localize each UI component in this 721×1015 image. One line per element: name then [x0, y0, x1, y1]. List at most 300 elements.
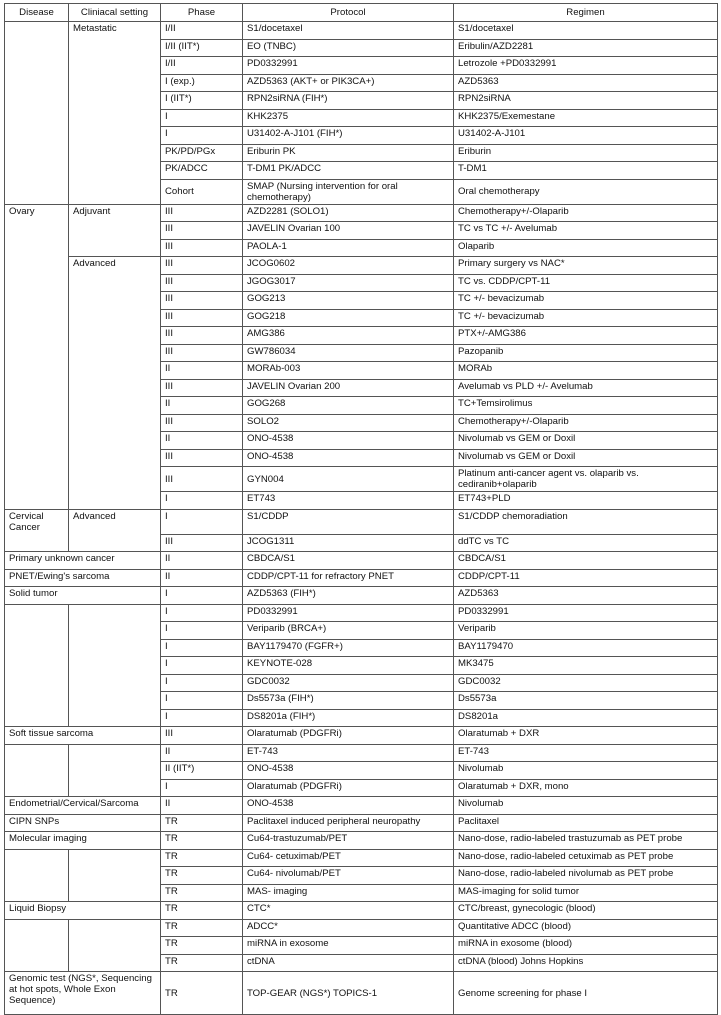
cell-phase: I — [161, 622, 243, 640]
cell-regimen: S1/docetaxel — [454, 22, 718, 40]
cell-phase: III — [161, 239, 243, 257]
table-row — [5, 467, 718, 492]
cell-clinical-setting — [69, 639, 161, 657]
table-row — [5, 362, 718, 380]
cell-disease — [5, 674, 69, 692]
cell-clinical-setting — [69, 109, 161, 127]
cell-phase: I — [161, 639, 243, 657]
cell-disease — [5, 39, 69, 57]
table-row — [5, 204, 718, 222]
cell-clinical-setting — [69, 344, 161, 362]
table-row — [5, 709, 718, 727]
cell-clinical-setting — [69, 779, 161, 797]
table-body — [5, 22, 718, 1015]
table-row — [5, 397, 718, 415]
cell-disease: Solid tumor — [5, 587, 161, 605]
cell-phase: III — [161, 204, 243, 222]
cell-protocol: JCOG1311 — [243, 534, 454, 552]
cell-protocol: JGOG3017 — [243, 274, 454, 292]
cell-regimen: Nano-dose, radio-labeled nivolumab as PET probe — [454, 867, 718, 885]
cell-phase: TR — [161, 972, 243, 1015]
cell-regimen: Pazopanib — [454, 344, 718, 362]
cell-clinical-setting — [69, 397, 161, 415]
cell-protocol: GYN004 — [243, 467, 454, 492]
table-row — [5, 814, 718, 832]
cell-protocol: Veriparib (BRCA+) — [243, 622, 454, 640]
cell-disease — [5, 257, 69, 275]
cell-phase: III — [161, 379, 243, 397]
cell-disease — [5, 239, 69, 257]
cell-regimen: RPN2siRNA — [454, 92, 718, 110]
cell-regimen: CTC/breast, gynecologic (blood) — [454, 902, 718, 920]
cell-clinical-setting — [69, 467, 161, 492]
cell-protocol: CDDP/CPT-11 for refractory PNET — [243, 569, 454, 587]
cell-protocol: ADCC* — [243, 919, 454, 937]
table-row — [5, 867, 718, 885]
table-row — [5, 692, 718, 710]
cell-clinical-setting — [69, 692, 161, 710]
cell-protocol: AZD5363 (FIH*) — [243, 587, 454, 605]
cell-disease: Endometrial/Cervical/Sarcoma — [5, 797, 161, 815]
cell-phase: TR — [161, 884, 243, 902]
cell-protocol: GOG218 — [243, 309, 454, 327]
cell-disease — [5, 162, 69, 180]
table-row — [5, 379, 718, 397]
cell-phase: I/II — [161, 57, 243, 75]
table-row — [5, 674, 718, 692]
cell-disease — [5, 937, 69, 955]
cell-phase: I — [161, 779, 243, 797]
cell-regimen: PD0332991 — [454, 604, 718, 622]
cell-protocol: AZD5363 (AKT+ or PIK3CA+) — [243, 74, 454, 92]
cell-phase: III — [161, 257, 243, 275]
table-row — [5, 762, 718, 780]
cell-phase: II — [161, 744, 243, 762]
cell-phase: I — [161, 509, 243, 534]
cell-regimen: Oral chemotherapy — [454, 179, 718, 204]
cell-regimen: TC+Temsirolimus — [454, 397, 718, 415]
cell-phase: TR — [161, 937, 243, 955]
cell-disease — [5, 467, 69, 492]
cell-regimen: Eriburin — [454, 144, 718, 162]
table-row — [5, 534, 718, 552]
cell-phase: III — [161, 727, 243, 745]
cell-regimen: Platinum anti-cancer agent vs. olaparib vs. cediranib+olaparib — [454, 467, 718, 492]
cell-disease — [5, 762, 69, 780]
cell-phase: II — [161, 362, 243, 380]
cell-disease: Primary unknown cancer — [5, 552, 161, 570]
cell-regimen: Olaratumab + DXR — [454, 727, 718, 745]
table-row — [5, 972, 718, 1015]
table-row — [5, 937, 718, 955]
clinical-trials-table — [4, 3, 718, 1015]
cell-protocol: miRNA in exosome — [243, 937, 454, 955]
cell-regimen: TC vs TC +/- Avelumab — [454, 222, 718, 240]
cell-disease — [5, 57, 69, 75]
table-row — [5, 604, 718, 622]
cell-protocol: ONO-4538 — [243, 432, 454, 450]
table-row — [5, 162, 718, 180]
cell-protocol: Cu64- nivolumab/PET — [243, 867, 454, 885]
cell-clinical-setting — [69, 292, 161, 310]
cell-regimen: ET743+PLD — [454, 492, 718, 510]
cell-clinical-setting — [69, 849, 161, 867]
cell-disease: Liquid Biopsy — [5, 902, 161, 920]
cell-phase: II (IIT*) — [161, 762, 243, 780]
cell-clinical-setting — [69, 179, 161, 204]
cell-disease — [5, 709, 69, 727]
table-row — [5, 884, 718, 902]
cell-disease — [5, 954, 69, 972]
cell-disease: PNET/Ewing's sarcoma — [5, 569, 161, 587]
cell-protocol: GOG268 — [243, 397, 454, 415]
cell-disease — [5, 109, 69, 127]
cell-clinical-setting: Adjuvant — [69, 204, 161, 222]
table-row — [5, 57, 718, 75]
cell-clinical-setting: Metastatic — [69, 22, 161, 40]
cell-clinical-setting — [69, 309, 161, 327]
table-row — [5, 327, 718, 345]
cell-phase: TR — [161, 814, 243, 832]
cell-protocol: Olaratumab (PDGFRi) — [243, 779, 454, 797]
cell-protocol: SMAP (Nursing intervention for oral chemotherapy) — [243, 179, 454, 204]
cell-clinical-setting — [69, 954, 161, 972]
cell-regimen: Chemotherapy+/-Olaparib — [454, 414, 718, 432]
cell-regimen: PTX+/-AMG386 — [454, 327, 718, 345]
cell-regimen: Paclitaxel — [454, 814, 718, 832]
cell-phase: I — [161, 657, 243, 675]
cell-phase: II — [161, 569, 243, 587]
cell-clinical-setting — [69, 57, 161, 75]
cell-phase: TR — [161, 849, 243, 867]
cell-phase: I (exp.) — [161, 74, 243, 92]
cell-phase: Cohort — [161, 179, 243, 204]
cell-disease: Cervical Cancer — [5, 509, 69, 534]
cell-phase: I — [161, 604, 243, 622]
cell-protocol: SOLO2 — [243, 414, 454, 432]
table-row — [5, 222, 718, 240]
cell-disease — [5, 534, 69, 552]
table-row — [5, 292, 718, 310]
cell-protocol: GOG213 — [243, 292, 454, 310]
cell-disease — [5, 432, 69, 450]
cell-clinical-setting — [69, 709, 161, 727]
table-row — [5, 849, 718, 867]
cell-protocol: MORAb-003 — [243, 362, 454, 380]
cell-protocol: U31402-A-J101 (FIH*) — [243, 127, 454, 145]
cell-protocol: ET-743 — [243, 744, 454, 762]
cell-regimen: T-DM1 — [454, 162, 718, 180]
cell-phase: I (IIT*) — [161, 92, 243, 110]
table-row — [5, 552, 718, 570]
cell-protocol: MAS- imaging — [243, 884, 454, 902]
cell-phase: I — [161, 709, 243, 727]
cell-clinical-setting — [69, 884, 161, 902]
cell-disease — [5, 692, 69, 710]
cell-protocol: PAOLA-1 — [243, 239, 454, 257]
cell-clinical-setting — [69, 674, 161, 692]
table-row — [5, 74, 718, 92]
cell-phase: III — [161, 344, 243, 362]
header-phase: Phase — [161, 4, 243, 22]
cell-phase: II — [161, 432, 243, 450]
cell-regimen: Quantitative ADCC (blood) — [454, 919, 718, 937]
cell-regimen: Olaparib — [454, 239, 718, 257]
cell-regimen: TC vs. CDDP/CPT-11 — [454, 274, 718, 292]
cell-clinical-setting — [69, 222, 161, 240]
cell-phase: I/II — [161, 22, 243, 40]
cell-protocol: JAVELIN Ovarian 200 — [243, 379, 454, 397]
cell-phase: III — [161, 292, 243, 310]
cell-protocol: S1/CDDP — [243, 509, 454, 534]
header-clinical-setting: Cliniacal setting — [69, 4, 161, 22]
table-row — [5, 179, 718, 204]
cell-disease — [5, 604, 69, 622]
cell-phase: I/II (IIT*) — [161, 39, 243, 57]
cell-clinical-setting — [69, 534, 161, 552]
cell-clinical-setting — [69, 622, 161, 640]
cell-disease — [5, 867, 69, 885]
cell-phase: I — [161, 674, 243, 692]
table-row — [5, 902, 718, 920]
cell-regimen: Eribulin/AZD2281 — [454, 39, 718, 57]
cell-regimen: DS8201a — [454, 709, 718, 727]
cell-clinical-setting — [69, 92, 161, 110]
cell-regimen: ddTC vs TC — [454, 534, 718, 552]
cell-disease — [5, 92, 69, 110]
cell-regimen: GDC0032 — [454, 674, 718, 692]
cell-regimen: Olaratumab + DXR, mono — [454, 779, 718, 797]
cell-phase: TR — [161, 954, 243, 972]
cell-clinical-setting — [69, 604, 161, 622]
cell-protocol: ctDNA — [243, 954, 454, 972]
cell-regimen: Nivolumab vs GEM or Doxil — [454, 432, 718, 450]
cell-regimen: Nano-dose, radio-labeled cetuximab as PET probe — [454, 849, 718, 867]
cell-clinical-setting — [69, 867, 161, 885]
table-row — [5, 639, 718, 657]
cell-protocol: Olaratumab (PDGFRi) — [243, 727, 454, 745]
table-row — [5, 39, 718, 57]
cell-regimen: TC +/- bevacizumab — [454, 309, 718, 327]
cell-protocol: BAY1179470 (FGFR+) — [243, 639, 454, 657]
cell-disease — [5, 74, 69, 92]
cell-regimen: KHK2375/Exemestane — [454, 109, 718, 127]
cell-regimen: Nivolumab — [454, 797, 718, 815]
cell-phase: III — [161, 274, 243, 292]
cell-disease — [5, 849, 69, 867]
cell-disease — [5, 657, 69, 675]
cell-disease: Molecular imaging — [5, 832, 161, 850]
cell-disease — [5, 639, 69, 657]
cell-protocol: PD0332991 — [243, 57, 454, 75]
table-row — [5, 509, 718, 534]
cell-disease — [5, 622, 69, 640]
cell-clinical-setting — [69, 144, 161, 162]
cell-disease — [5, 449, 69, 467]
cell-protocol: AMG386 — [243, 327, 454, 345]
cell-protocol: KEYNOTE-028 — [243, 657, 454, 675]
header-protocol: Protocol — [243, 4, 454, 22]
cell-regimen: TC +/- bevacizumab — [454, 292, 718, 310]
cell-protocol: JCOG0602 — [243, 257, 454, 275]
cell-disease: Soft tissue sarcoma — [5, 727, 161, 745]
cell-regimen: Primary surgery vs NAC* — [454, 257, 718, 275]
cell-disease — [5, 22, 69, 40]
table-row — [5, 432, 718, 450]
cell-phase: PK/ADCC — [161, 162, 243, 180]
cell-phase: III — [161, 222, 243, 240]
table-row — [5, 414, 718, 432]
cell-protocol: ONO-4538 — [243, 449, 454, 467]
cell-phase: III — [161, 309, 243, 327]
cell-protocol: CBDCA/S1 — [243, 552, 454, 570]
table-row — [5, 109, 718, 127]
cell-regimen: Nivolumab vs GEM or Doxil — [454, 449, 718, 467]
table-row — [5, 344, 718, 362]
cell-protocol: ET743 — [243, 492, 454, 510]
cell-regimen: Chemotherapy+/-Olaparib — [454, 204, 718, 222]
table-row — [5, 492, 718, 510]
cell-regimen: Genome screening for phase I — [454, 972, 718, 1015]
cell-protocol: ONO-4538 — [243, 797, 454, 815]
cell-phase: II — [161, 552, 243, 570]
cell-clinical-setting — [69, 162, 161, 180]
cell-phase: III — [161, 414, 243, 432]
cell-clinical-setting — [69, 762, 161, 780]
cell-protocol: ONO-4538 — [243, 762, 454, 780]
cell-regimen: MK3475 — [454, 657, 718, 675]
cell-disease — [5, 344, 69, 362]
cell-disease — [5, 144, 69, 162]
cell-phase: III — [161, 449, 243, 467]
cell-regimen: CBDCA/S1 — [454, 552, 718, 570]
header-regimen: Regimen — [454, 4, 718, 22]
cell-phase: I — [161, 692, 243, 710]
cell-protocol: JAVELIN Ovarian 100 — [243, 222, 454, 240]
table-row — [5, 727, 718, 745]
table-row — [5, 587, 718, 605]
table-row — [5, 797, 718, 815]
cell-phase: III — [161, 534, 243, 552]
cell-protocol: AZD2281 (SOLO1) — [243, 204, 454, 222]
cell-disease — [5, 379, 69, 397]
cell-protocol: GW786034 — [243, 344, 454, 362]
cell-clinical-setting — [69, 432, 161, 450]
cell-regimen: ET-743 — [454, 744, 718, 762]
cell-clinical-setting: Advanced — [69, 257, 161, 275]
cell-phase: II — [161, 397, 243, 415]
cell-clinical-setting — [69, 362, 161, 380]
cell-clinical-setting — [69, 274, 161, 292]
cell-phase: TR — [161, 867, 243, 885]
cell-clinical-setting: Advanced — [69, 509, 161, 534]
cell-disease — [5, 222, 69, 240]
table-row — [5, 744, 718, 762]
cell-regimen: S1/CDDP chemoradiation — [454, 509, 718, 534]
cell-regimen: ctDNA (blood) Johns Hopkins — [454, 954, 718, 972]
cell-regimen: U31402-A-J101 — [454, 127, 718, 145]
cell-phase: I — [161, 109, 243, 127]
cell-protocol: Paclitaxel induced peripheral neuropathy — [243, 814, 454, 832]
table-row — [5, 569, 718, 587]
cell-clinical-setting — [69, 449, 161, 467]
cell-regimen: Nivolumab — [454, 762, 718, 780]
cell-disease — [5, 397, 69, 415]
cell-regimen: CDDP/CPT-11 — [454, 569, 718, 587]
cell-regimen: AZD5363 — [454, 587, 718, 605]
cell-clinical-setting — [69, 379, 161, 397]
table-header — [5, 4, 718, 22]
cell-disease — [5, 292, 69, 310]
cell-clinical-setting — [69, 744, 161, 762]
cell-protocol: Eriburin PK — [243, 144, 454, 162]
cell-protocol: Cu64- cetuximab/PET — [243, 849, 454, 867]
cell-disease — [5, 919, 69, 937]
table-row — [5, 622, 718, 640]
cell-regimen: Ds5573a — [454, 692, 718, 710]
table-row — [5, 239, 718, 257]
cell-disease — [5, 127, 69, 145]
table-row — [5, 92, 718, 110]
cell-protocol: PD0332991 — [243, 604, 454, 622]
cell-protocol: RPN2siRNA (FIH*) — [243, 92, 454, 110]
cell-clinical-setting — [69, 74, 161, 92]
cell-regimen: miRNA in exosome (blood) — [454, 937, 718, 955]
cell-phase: I — [161, 127, 243, 145]
cell-protocol: S1/docetaxel — [243, 22, 454, 40]
cell-protocol: Cu64-trastuzumab/PET — [243, 832, 454, 850]
cell-disease — [5, 327, 69, 345]
cell-disease — [5, 779, 69, 797]
table-row — [5, 832, 718, 850]
cell-phase: TR — [161, 919, 243, 937]
cell-disease: CIPN SNPs — [5, 814, 161, 832]
cell-protocol: CTC* — [243, 902, 454, 920]
cell-protocol: TOP-GEAR (NGS*) TOPICS-1 — [243, 972, 454, 1015]
cell-clinical-setting — [69, 127, 161, 145]
cell-regimen: Letrozole +PD0332991 — [454, 57, 718, 75]
cell-disease — [5, 884, 69, 902]
cell-protocol: DS8201a (FIH*) — [243, 709, 454, 727]
header-disease: Disease — [5, 4, 69, 22]
table-row — [5, 657, 718, 675]
cell-regimen: Veriparib — [454, 622, 718, 640]
table-row — [5, 22, 718, 40]
cell-disease: Genomic test (NGS*, Sequencing at hot spots, Whole Exon Sequence) — [5, 972, 161, 1015]
cell-clinical-setting — [69, 327, 161, 345]
cell-regimen: MAS-imaging for solid tumor — [454, 884, 718, 902]
cell-clinical-setting — [69, 657, 161, 675]
cell-clinical-setting — [69, 937, 161, 955]
table-row — [5, 257, 718, 275]
cell-regimen: Nano-dose, radio-labeled trastuzumab as PET probe — [454, 832, 718, 850]
table-row — [5, 954, 718, 972]
cell-clinical-setting — [69, 414, 161, 432]
cell-protocol: T-DM1 PK/ADCC — [243, 162, 454, 180]
table-row — [5, 309, 718, 327]
cell-regimen: MORAb — [454, 362, 718, 380]
cell-disease — [5, 179, 69, 204]
cell-disease: Ovary — [5, 204, 69, 222]
cell-clinical-setting — [69, 492, 161, 510]
cell-disease — [5, 414, 69, 432]
cell-phase: III — [161, 327, 243, 345]
cell-protocol: Ds5573a (FIH*) — [243, 692, 454, 710]
table-row — [5, 449, 718, 467]
cell-protocol: KHK2375 — [243, 109, 454, 127]
cell-phase: I — [161, 492, 243, 510]
cell-phase: PK/PD/PGx — [161, 144, 243, 162]
